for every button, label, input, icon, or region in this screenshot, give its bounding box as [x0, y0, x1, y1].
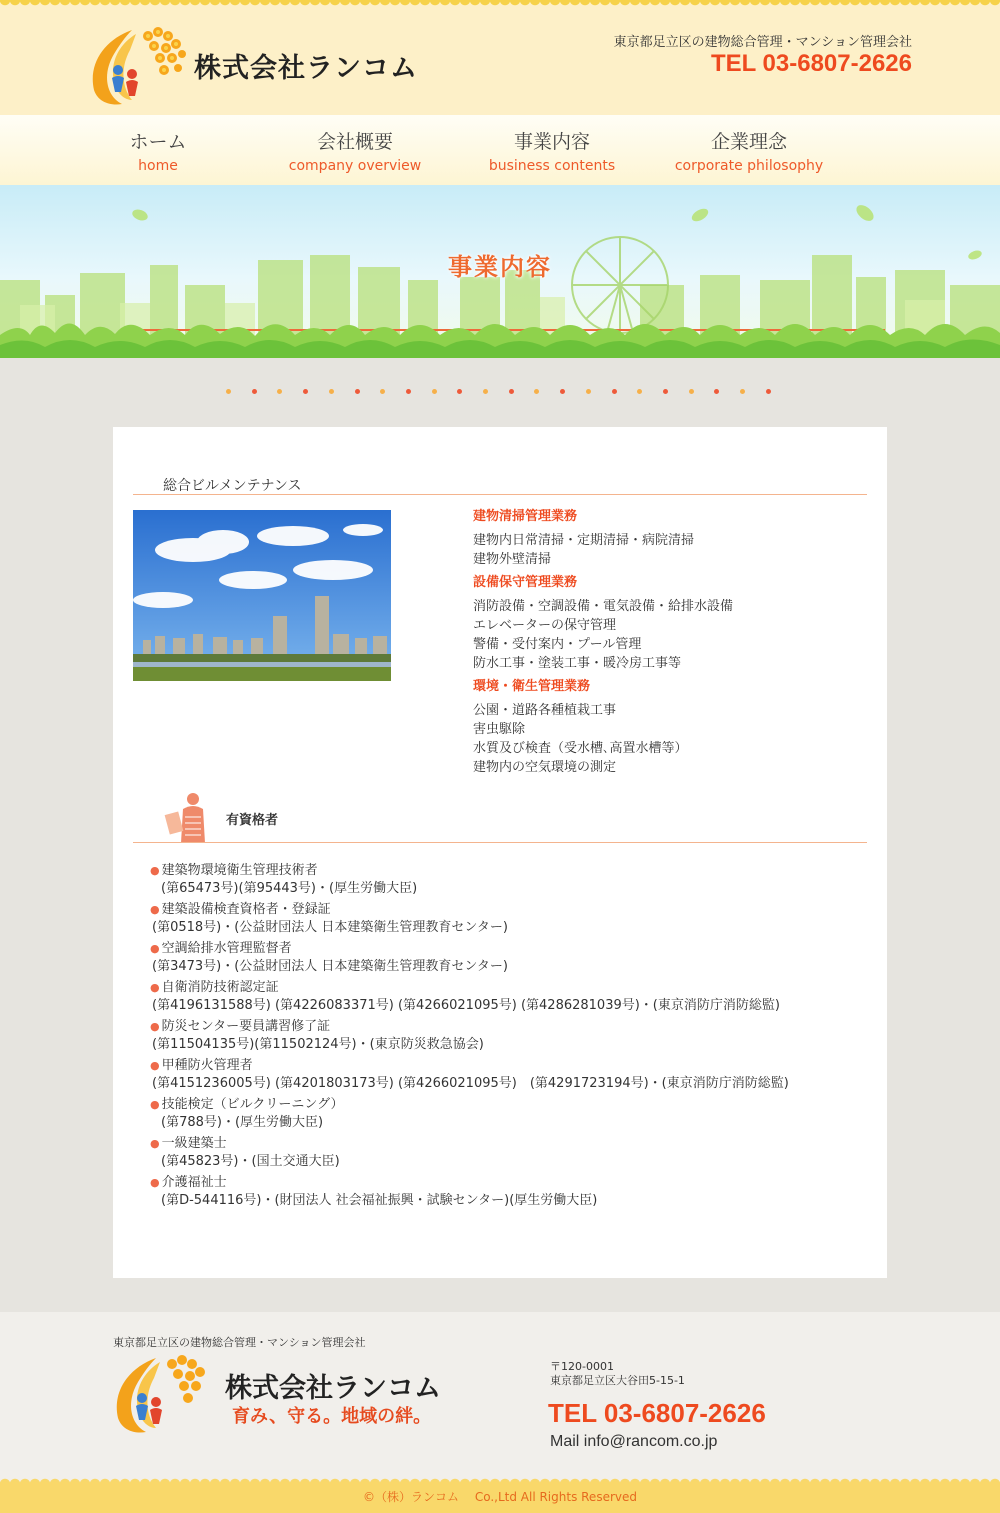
qualification-detail: (第65473号)(第95443号)・(厚生労働大臣): [161, 881, 418, 896]
service-line: 公園・道路各種植栽工事: [473, 703, 617, 718]
qualification-item: [150, 1018, 870, 1054]
qualification-name: ● 技能検定（ビルクリーニング）: [150, 1096, 870, 1114]
divider-dot: [740, 389, 745, 394]
nav-label-en: business contents: [488, 158, 616, 174]
qualification-item: [150, 940, 870, 976]
nav-label-jp: 会社概要: [316, 131, 393, 153]
service-line: 警備・受付案内・プール管理: [473, 637, 642, 652]
logo-mark-icon: [110, 1352, 215, 1436]
service-group: [473, 575, 853, 673]
site-logo[interactable]: [86, 24, 426, 108]
footer-logo[interactable]: [110, 1352, 470, 1436]
qualification-item: [150, 1096, 870, 1132]
service-heading: 環境・衛生管理業務: [473, 679, 591, 694]
hero-banner: [0, 185, 1000, 358]
qualification-detail: (第0518号)・(公益財団法人 日本建築衛生管理教育センター): [152, 920, 508, 935]
qualification-name: ● 自衛消防技術認定証: [150, 979, 870, 997]
service-group: [473, 679, 853, 777]
divider-dot: [226, 389, 231, 394]
service-heading: 設備保守管理業務: [473, 575, 578, 590]
nav-item-home[interactable]: [78, 127, 238, 174]
service-line: エレベーターの保守管理: [473, 618, 617, 633]
divider-dot: [252, 389, 257, 394]
main-nav: [0, 115, 1000, 185]
qualification-detail: (第788号)・(厚生労働大臣): [161, 1115, 324, 1130]
service-line: 建物外壁清掃: [473, 552, 552, 567]
footer-address: [550, 1360, 685, 1388]
divider-dot: [355, 389, 360, 394]
postal-code: 〒120-0001: [550, 1360, 614, 1373]
footer-slogan: 育み、守る。地域の絆。: [232, 1406, 432, 1427]
qualification-item: [150, 901, 870, 937]
service-line: 建物内の空気環境の測定: [473, 760, 617, 775]
divider-dot: [586, 389, 591, 394]
qualification-detail: (第3473号)・(公益財団法人 日本建築衛生管理教育センター): [152, 959, 508, 974]
section-divider: [133, 494, 867, 495]
qualification-detail: (第4196131588号) (第4226083371号) (第4266021095号) ​(第4286281039号)・(東京消防庁消防総監): [152, 998, 780, 1013]
divider-dot: [277, 389, 282, 394]
nav-item-corporate-philosophy[interactable]: [669, 127, 829, 174]
content-card: [113, 427, 887, 1278]
divider-dot: [406, 389, 411, 394]
qualification-name: ● 甲種防火管理者: [150, 1057, 870, 1075]
section-title-building-maintenance: 総合ビルメンテナンス: [163, 478, 302, 494]
qualification-name: ● 建築設備検査資格者・登録証: [150, 901, 870, 919]
header-zigzag-border: [0, 0, 1000, 10]
qualification-name: ● 介護福祉士: [150, 1174, 870, 1192]
nav-item-company-overview[interactable]: [275, 127, 435, 174]
service-line: 害虫駆除: [473, 722, 526, 737]
divider-dot: [714, 389, 719, 394]
qualifications-title: 有資格者: [226, 813, 279, 828]
qualification-name: ● 空調給排水管理監督者: [150, 940, 870, 958]
header-tagline: 東京都足立区の建物総合管理・マンション管理会社: [613, 35, 912, 50]
divider-dot: [483, 389, 488, 394]
qualification-item: [150, 1174, 870, 1210]
logo-text: 株式会社ランコム: [194, 53, 418, 84]
service-line: 消防設備・空調設備・電気設備・給排水設備: [473, 599, 734, 614]
qualification-name: ● 一級建築士: [150, 1135, 870, 1153]
qualification-item: [150, 862, 870, 898]
qualification-list: [150, 862, 870, 1213]
footer-zigzag-border: [0, 1474, 1000, 1484]
footer-email[interactable]: Mail info@rancom.co.jp: [550, 1433, 718, 1450]
logo-mark-icon: [86, 24, 191, 108]
qualification-detail: (第D-544116号)・(財団法人 社会福祉振興・試験センター)(厚生労働大臣): [161, 1193, 598, 1208]
nav-item-business-contents[interactable]: [472, 127, 632, 174]
person-with-clipboard-icon: [163, 791, 211, 843]
qualification-detail: (第11504135号)(第11502124号)・(東京防災救急協会): [152, 1037, 484, 1052]
divider-dot: [689, 389, 694, 394]
nav-label-jp: 事業内容: [513, 131, 590, 153]
divider-dot: [509, 389, 514, 394]
qualification-name: ● 建築物環境衛生管理技術者: [150, 862, 870, 880]
qualification-item: [150, 1057, 870, 1093]
footer-logo-text: 株式会社ランコム: [225, 1373, 441, 1404]
nav-label-en: home: [138, 158, 178, 174]
divider-dot: [637, 389, 642, 394]
nav-label-jp: 企業理念: [710, 131, 787, 153]
divider-dot: [303, 389, 308, 394]
service-line: 建物内日常清掃・定期清掃・病院清掃: [473, 533, 695, 548]
divider-dot: [766, 389, 771, 394]
service-list: [473, 509, 853, 783]
site-header: [0, 0, 1000, 115]
service-line: 防水工事・塗装工事・暖冷房工事等: [473, 656, 682, 671]
divider-dot: [380, 389, 385, 394]
service-group: [473, 509, 853, 569]
divider-dot: [560, 389, 565, 394]
qualification-detail: (第4151236005号) (第4201803173号) (第4266021095号) (第4291723194号)・(東京消防庁消防総監): [152, 1076, 789, 1091]
divider-dot: [457, 389, 462, 394]
city-photo: [133, 510, 391, 681]
service-line: 水質及び検査（受水槽､高置水槽等）: [473, 741, 688, 756]
footer-phone[interactable]: TEL 03-6807-2626: [548, 1398, 766, 1428]
section-divider: [133, 842, 867, 843]
street-address: 東京都足立区大谷田5-15-1: [550, 1374, 685, 1387]
service-heading: 建物清掃管理業務: [473, 509, 578, 524]
divider-dot: [329, 389, 334, 394]
qualification-item: [150, 1135, 870, 1171]
header-phone[interactable]: TEL 03-6807-2626: [710, 50, 912, 77]
divider-dot: [432, 389, 437, 394]
nav-label-en: corporate philosophy: [674, 158, 824, 174]
nav-label-en: company overview: [288, 158, 422, 174]
divider-dot: [663, 389, 668, 394]
qualification-detail: (第45823号)・(国土交通大臣): [161, 1154, 340, 1169]
footer-tagline: 東京都足立区の建物総合管理・マンション管理会社: [113, 1336, 366, 1349]
divider-dot: [612, 389, 617, 394]
qualification-name: ● 防災センター要員講習修了証: [150, 1018, 870, 1036]
page-title: 事業内容: [448, 253, 552, 281]
copyright-text: ©（株）ランコム Co.,Ltd All Rights Reserved: [363, 1490, 637, 1504]
qualification-item: [150, 979, 870, 1015]
divider-dot: [534, 389, 539, 394]
nav-label-jp: ホーム: [129, 131, 187, 153]
